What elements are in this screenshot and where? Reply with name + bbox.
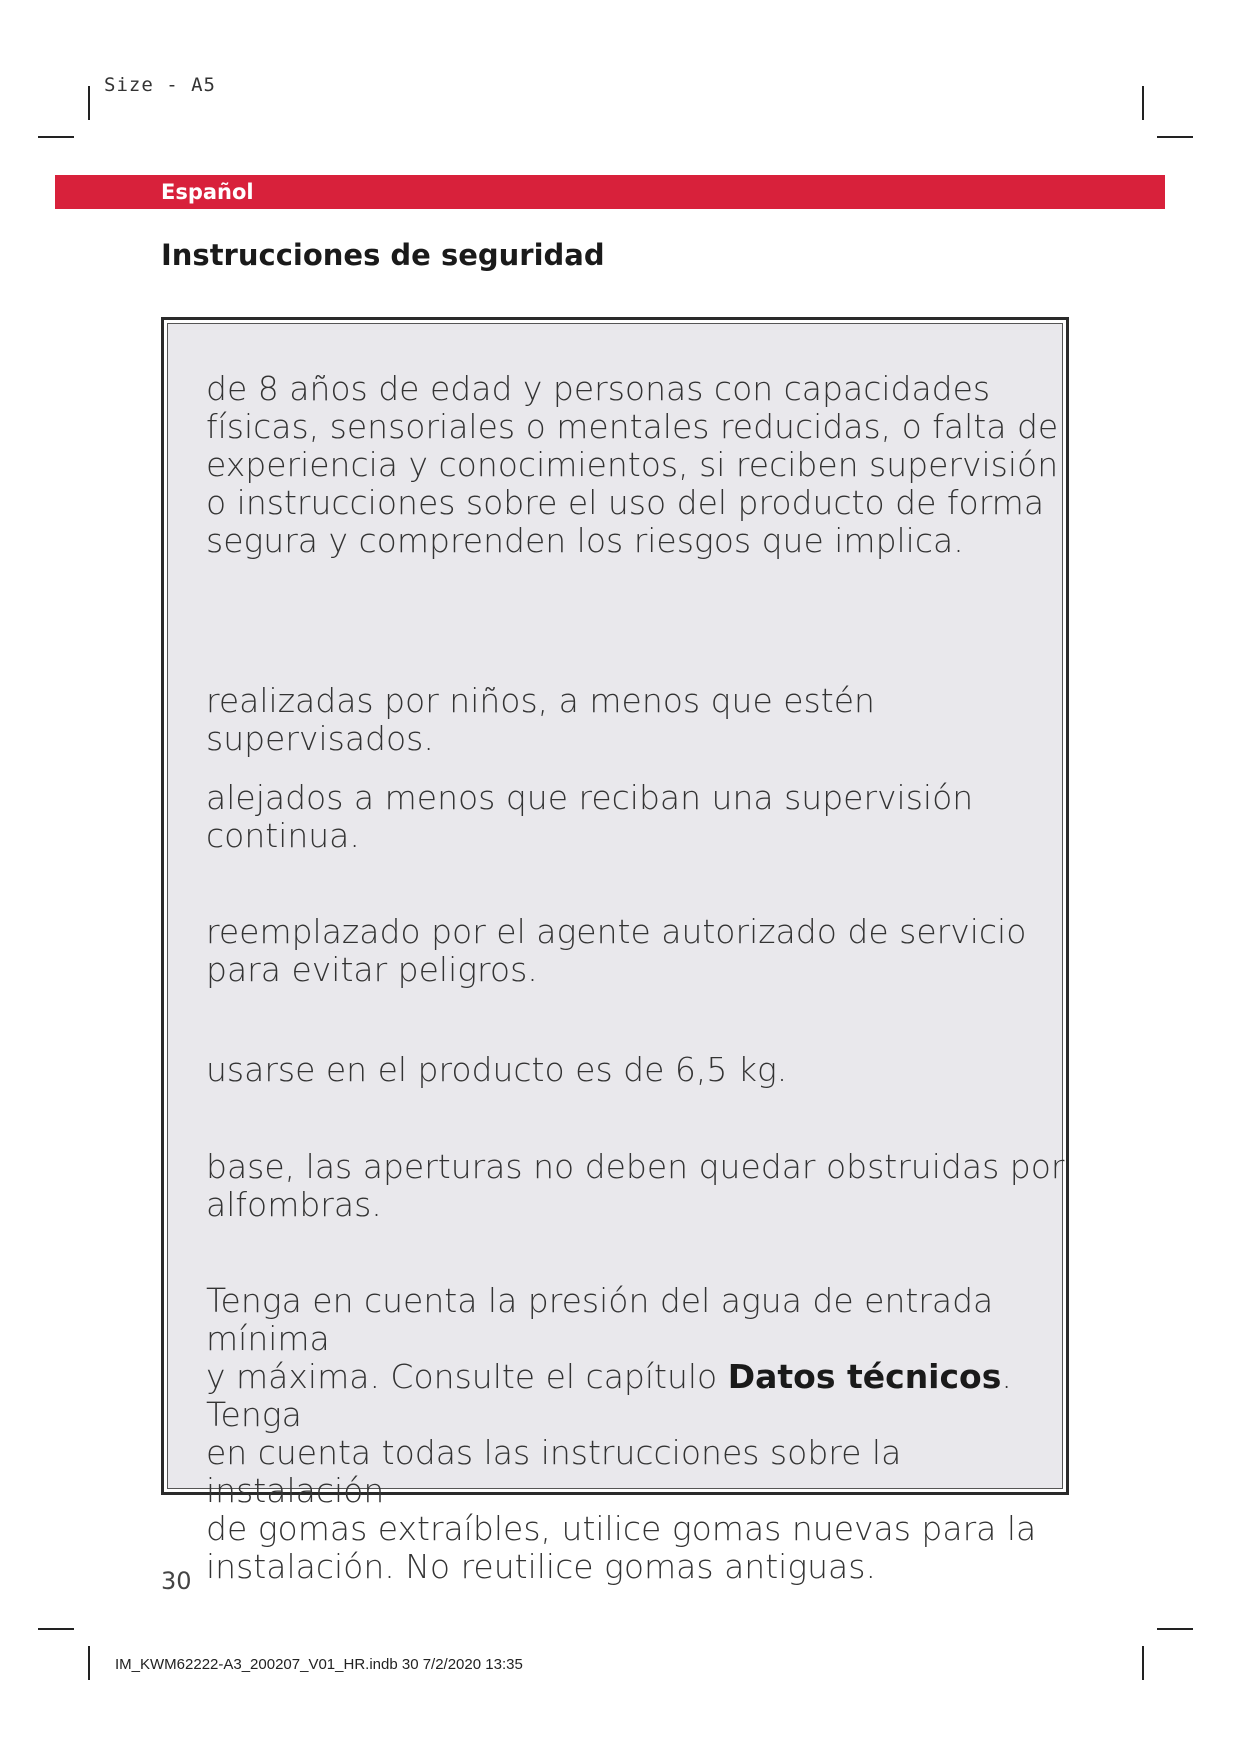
footer-file-info: IM_KWM62222-A3_200207_V01_HR.indb 30 7/2/2020 13:35 [115,1656,523,1673]
size-label: Size - A5 [104,74,216,96]
safety-paragraph-1: de 8 años de edad y personas con capacidades físicas, sensoriales o mentales reducidas, o falta de experiencia y conocimientos, si reciben supervisión o instrucciones sobre el uso del producto de forma segura y comprenden los riesgos que implica. [206,369,1059,560]
language-header-bar [55,175,1165,209]
page-number: 30 [161,1567,192,1595]
safety-paragraph-2: realizadas por niños, a menos que estén supervisados. [206,681,875,758]
section-title: Instrucciones de seguridad [161,238,605,272]
crop-mark-bottom-right-vertical [1142,1646,1144,1680]
crop-mark-top-right-vertical [1142,86,1144,120]
safety-paragraph-6: base, las aperturas no deben quedar obstruidas por alfombras. [206,1147,1065,1224]
crop-mark-bottom-right-horizontal [1157,1628,1193,1630]
crop-mark-bottom-left-horizontal [38,1628,74,1630]
safety-paragraph-7-text-before: Tenga en cuenta la presión del agua de entrada mínima y máxima. Consulte el capítulo [206,1281,994,1396]
safety-paragraph-7 [206,1282,1066,1586]
safety-paragraph-4: reemplazado por el agente autorizado de servicio para evitar peligros. [206,912,1027,989]
language-label: Español [161,180,254,204]
safety-paragraph-3: alejados a menos que reciban una supervisión continua. [206,778,974,855]
datos-tecnicos-reference: Datos técnicos [727,1357,1002,1396]
crop-mark-top-left-horizontal [38,136,74,138]
crop-mark-bottom-left-vertical [88,1646,90,1680]
crop-mark-top-left-vertical [88,86,90,120]
safety-paragraph-7-text-after: . Tenga en cuenta todas las instrucciones sobre la instalación de gomas extraíbles, utilice gomas nuevas para la instalación. No reutilice gomas antiguas. [206,1357,1037,1586]
crop-mark-top-right-horizontal [1157,136,1193,138]
safety-paragraph-5: usarse en el producto es de 6,5 kg. [206,1050,788,1089]
